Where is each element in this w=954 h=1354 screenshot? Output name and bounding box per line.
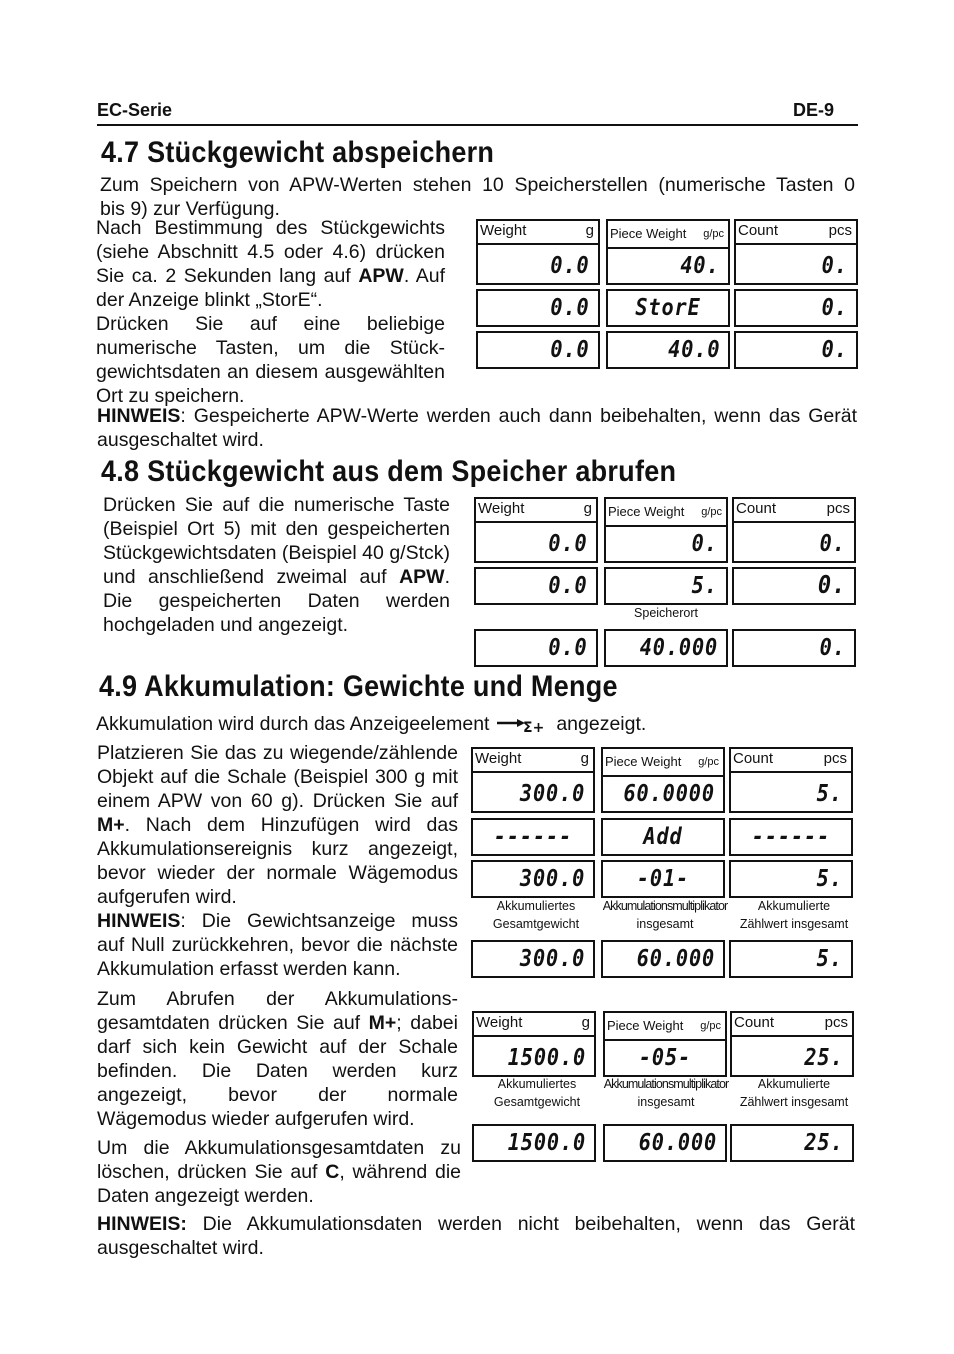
display-weight [472,1124,596,1162]
weight-unit: g [580,750,589,767]
sec47-note: HINWEIS: Gespeicherte APW-Werte werden auch dann beibehalten, wenn das Gerät ausgeschaltet wird. [97,405,857,451]
sec47-paragraph-1: Nach Bestimmung des Stückgewichts (siehe Abschnitt 4.5 oder 4.6) drücken Sie ca. 2 Sekunden lang auf APW. Auf der Anzeige blinkt „StorE“. [96,217,445,311]
count-readout: 0. [821,253,848,279]
caption-accumulated-weight: Akkumuliertes Gesamtgewicht [492,899,580,931]
weight-readout: 1500.0 [507,1130,586,1156]
sec47-intro-line1: Zum Speichern von APW-Werten stehen 10 Speicherstellen (numerische Tasten 0 [100,174,855,196]
count-label: Count [738,222,779,239]
caption-accumulated-count: Akkumulierte Zählwert insgesamt [739,899,849,931]
caption-accumulation-multiplier: Akkumulationsmultiplikator insgesamt [602,899,728,931]
count-label: Count [736,500,777,517]
piece-weight-readout: 60.000 [636,946,715,972]
sec49-body [97,741,458,1131]
display-count [734,219,858,285]
weight-label: Weight [478,500,525,517]
piece-weight-readout: 5. [691,573,718,599]
display-weight [476,219,600,285]
section-title-4-7: 4.7 Stückgewicht abspeichern [101,136,495,169]
weight-readout: 0.0 [550,253,590,279]
weight-label: Weight [476,1014,523,1031]
display-divider [473,771,593,773]
sec48-paragraph: Drücken Sie auf die numerische Taste (Beispiel Ort 5) mit den gespeicherten Stückgewichtsdaten (Beispiel 40 g/Stck) und anschließend zweimal auf APW. Die gespeicherten Daten werden hochgeladen und angezeigt. [103,494,450,636]
section-title-4-9: 4.9 Akkumulation: Gewichte und Menge [99,670,618,703]
section-title-4-8: 4.8 Stückgewicht aus dem Speicher abrufen [101,455,677,488]
weight-readout: 300.0 [519,781,585,807]
display-divider [732,1035,852,1037]
display-divider [474,1035,594,1037]
display-piece-weight [603,1124,727,1162]
display-divider [605,1039,725,1041]
sec49-note-2: HINWEIS: Die Akkumulationsdaten werden nicht beibehalten, wenn das Gerät ausgeschaltet wird. [97,1213,855,1259]
display-weight [471,818,595,856]
display-divider [734,521,854,523]
piece-weight-readout: -05- [638,1045,692,1071]
header-rule [97,124,858,126]
weight-label: Weight [480,222,527,239]
piece-weight-label: Piece Weight [607,1018,684,1033]
count-readout: 25. [804,1130,844,1156]
display-piece-weight [604,629,728,667]
caption-storage-location: Speicherort [634,606,698,620]
weight-readout: ------ [493,824,573,850]
weight-readout: 300.0 [519,946,585,972]
display-divider [476,521,596,523]
count-unit: pcs [823,750,847,767]
display-count [734,331,858,369]
display-count [729,818,853,856]
count-unit: pcs [828,222,852,239]
count-readout: 0. [821,337,848,363]
count-readout: 0. [819,635,846,661]
display-weight [474,629,598,667]
piece-weight-unit: g/pc [700,1020,721,1032]
sec49-note-1: HINWEIS: Die Gewichtsanzeige muss auf Null zurückkehren, bevor die nächste Akkumulation erfasst werden kann. [97,910,458,980]
display-weight [472,1011,596,1077]
count-readout: ------ [751,824,831,850]
display-weight [474,497,598,563]
display-weight [471,940,595,978]
weight-label: Weight [475,750,522,767]
piece-weight-unit: g/pc [703,228,724,240]
weight-unit: g [583,500,592,517]
display-piece-weight [604,567,728,605]
weight-readout: 0.0 [550,337,590,363]
display-piece-weight [601,940,725,978]
weight-unit: g [581,1014,590,1031]
display-count [729,747,853,813]
svg-text:Σ+: Σ+ [522,719,545,734]
accumulation-indicator-icon [495,716,551,734]
count-readout: 0. [817,570,846,599]
display-weight [476,331,600,369]
sec48-body [103,493,450,637]
display-count [734,289,858,327]
sec49-paragraph-1: Platzieren Sie das zu wiegende/zählende Objekt auf die Schale (Beispiel 300 g mit einem APW von 60 g). Drücken Sie auf M+. Nach dem Hinzufügen wird das Akkumulationsereignis kurz angezeigt, bevor wieder der normale Wägemodus aufgerufen wird. [97,742,458,908]
count-unit: pcs [824,1014,848,1031]
display-piece-weight [604,497,728,563]
display-piece-weight [601,818,725,856]
display-weight [471,747,595,813]
count-readout: 5. [816,781,843,807]
display-piece-weight [606,331,730,369]
piece-weight-readout: -01- [636,866,690,892]
piece-weight-label: Piece Weight [610,226,687,241]
display-count [732,629,856,667]
piece-weight-label: Piece Weight [608,504,685,519]
piece-weight-unit: g/pc [701,506,722,518]
display-divider [731,771,851,773]
display-count [729,860,853,898]
count-label: Count [734,1014,775,1031]
caption-accumulated-weight: Akkumuliertes Gesamtgewicht [493,1077,581,1109]
weight-readout: 0.0 [548,531,588,557]
display-count [729,940,853,978]
sec49-intro: Akkumulation wird durch das Anzeigeelement Σ+ angezeigt. [96,713,647,735]
piece-weight-readout: 40.0 [667,337,720,363]
piece-weight-readout: Add [643,824,683,850]
display-count [730,1124,854,1162]
display-divider [603,775,723,777]
piece-weight-readout: StorE [635,295,701,321]
count-readout: 0. [821,295,848,321]
sec49-paragraph-3: Um die Akkumulationsgesamtdaten zu löschen, drücken Sie auf C, während die Daten angezeigt werden. [97,1137,462,1207]
display-divider [478,243,598,245]
display-piece-weight [606,289,730,327]
weight-readout: 0.0 [548,573,588,599]
header-page-number: DE-9 [793,100,835,120]
count-readout: 5. [816,946,843,972]
weight-readout: 0.0 [550,295,590,321]
sec47-intro-line2: bis 9) zur Verfügung. [100,198,280,220]
piece-weight-readout: 60.000 [638,1130,717,1156]
display-divider [606,525,726,527]
caption-accumulation-multiplier: Akkumulationsmultiplikator insgesamt [603,1077,729,1109]
count-readout: 5. [816,866,843,892]
display-divider [736,243,856,245]
count-label: Count [733,750,774,767]
sec49-paragraph-2: Zum Abrufen der Akkumulations-gesamtdaten drücken Sie auf M+; dabei darf sich kein Gewicht auf der Schale befinden. Die Daten werden kurz angezeigt, bevor der normale Wägemodus wieder aufgerufen wird. [97,988,458,1130]
display-divider [608,247,728,249]
display-weight [476,289,600,327]
display-piece-weight [606,219,730,285]
display-count [732,567,856,605]
piece-weight-readout: 40.000 [639,635,718,661]
piece-weight-label: Piece Weight [605,754,682,769]
sec47-body [96,216,445,408]
weight-readout: 300.0 [519,866,585,892]
piece-weight-readout: 40. [680,253,720,279]
sec47-paragraph-2: Drücken Sie auf eine beliebige numerische Tasten, um die Stück-gewichtsdaten an diesem ausgewählten Ort zu speichern. [96,313,445,407]
piece-weight-unit: g/pc [698,756,719,768]
display-piece-weight [601,747,725,813]
header-series: EC-Serie [97,100,173,120]
piece-weight-readout: 0. [691,531,718,557]
count-readout: 0. [819,531,846,557]
count-readout: 25. [804,1045,844,1071]
display-piece-weight [601,860,725,898]
display-count [732,497,856,563]
piece-weight-readout: 60.0000 [623,781,715,807]
display-weight [474,567,598,605]
weight-unit: g [585,222,594,239]
display-count [730,1011,854,1077]
weight-readout: 1500.0 [507,1045,586,1071]
caption-accumulated-count: Akkumulierte Zählwert insgesamt [739,1077,849,1109]
count-unit: pcs [826,500,850,517]
display-weight [471,860,595,898]
weight-readout: 0.0 [548,635,588,661]
display-piece-weight [603,1011,727,1077]
